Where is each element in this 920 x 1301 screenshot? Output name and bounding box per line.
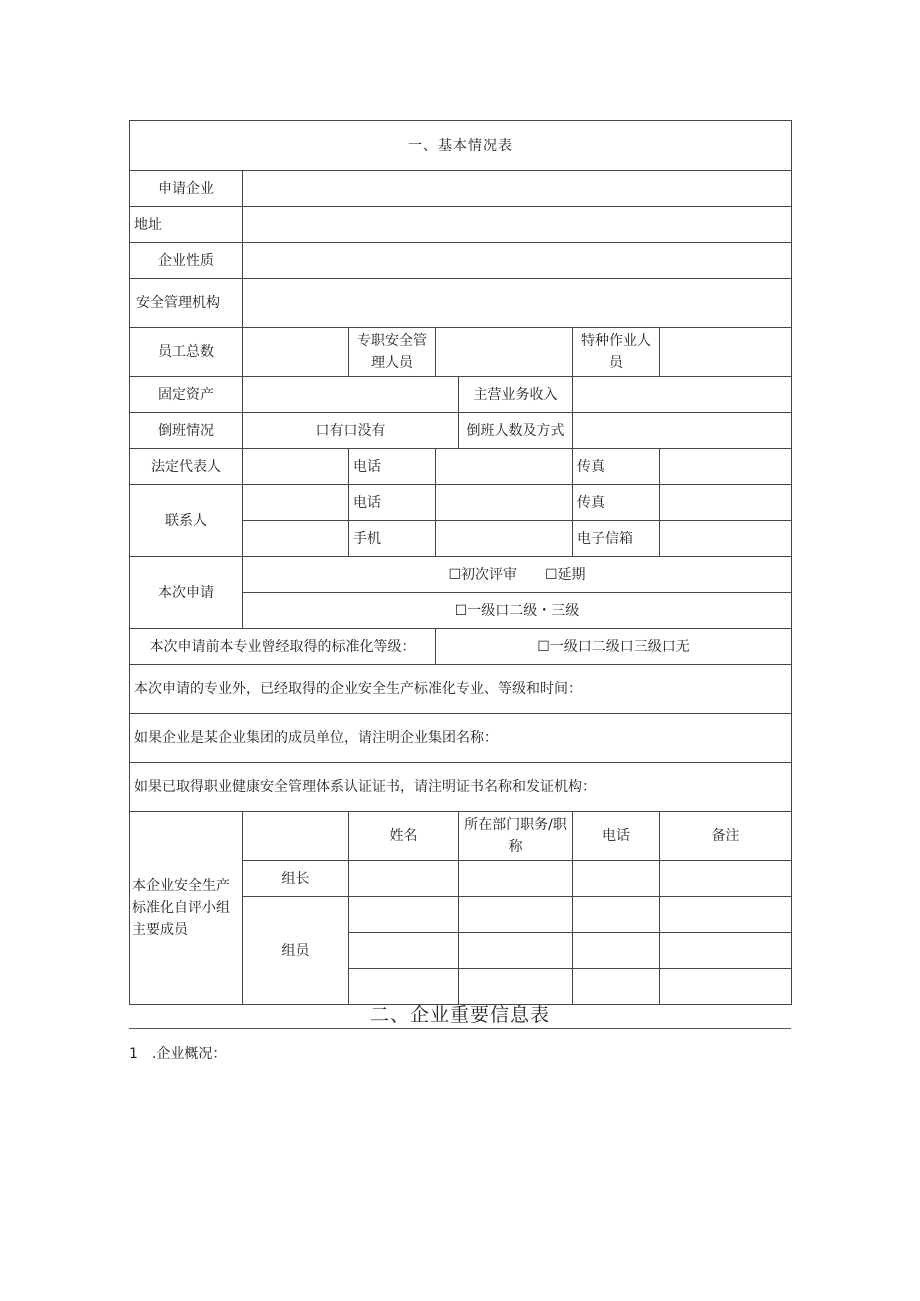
nature-label: 企业性质 (130, 243, 243, 279)
basic-info-table (129, 120, 792, 1005)
fulltime-safety-field[interactable] (436, 328, 573, 377)
employees-label: 员工总数 (130, 328, 243, 377)
legal-rep-fax-field[interactable] (660, 449, 792, 485)
member3-position-cell[interactable] (459, 969, 573, 1005)
legal-rep-label: 法定代表人 (130, 449, 243, 485)
main-revenue-field[interactable] (573, 377, 792, 413)
email-label: 电子信箱 (573, 521, 660, 557)
main-revenue-label: 主营业务收入 (459, 377, 573, 413)
address-field[interactable] (243, 207, 792, 243)
prior-level-label: 本次申请前本专业曾经取得的标准化等级： (130, 629, 436, 665)
leader-position-cell[interactable] (459, 861, 573, 897)
prior-level-options[interactable]: ☐一级口二级口三级口无 (436, 629, 792, 665)
member1-name-cell[interactable] (349, 897, 459, 933)
team-label: 本企业安全生产标准化自评小组主要成员 (130, 812, 243, 1005)
ohsms-cert-note[interactable]: 如果已取得职业健康安全管理体系认证证书，请注明证书名称和发证机构： (130, 763, 792, 812)
team-header-phone: 电话 (573, 812, 660, 861)
fulltime-safety-label: 专职安全管理人员 (349, 328, 436, 377)
contact-fax-field[interactable] (660, 485, 792, 521)
member3-phone-cell[interactable] (573, 969, 660, 1005)
legal-rep-field[interactable] (243, 449, 349, 485)
group-member-note[interactable]: 如果企业是某企业集团的成员单位，请注明企业集团名称： (130, 714, 792, 763)
team-header-blank (243, 812, 349, 861)
team-header-name: 姓名 (349, 812, 459, 861)
member2-remarks-cell[interactable] (660, 933, 792, 969)
contact-phone-field[interactable] (436, 485, 573, 521)
member3-remarks-cell[interactable] (660, 969, 792, 1005)
legal-rep-fax-label: 传真 (573, 449, 660, 485)
safety-org-field[interactable] (243, 279, 792, 328)
member1-position-cell[interactable] (459, 897, 573, 933)
member2-phone-cell[interactable] (573, 933, 660, 969)
contact-field[interactable] (243, 485, 349, 521)
contact-phone-label: 电话 (349, 485, 436, 521)
app-level-options[interactable]: ☐一级口二级・三级 (243, 593, 792, 629)
company-overview-heading: 1 .企业概况： (129, 1046, 227, 1062)
app-type-options[interactable]: ☐初次评审 ☐延期 (243, 557, 792, 593)
mobile-label: 手机 (349, 521, 436, 557)
legal-rep-phone-label: 电话 (349, 449, 436, 485)
shift-options[interactable]: 口有口没有 (243, 413, 459, 449)
contact-label: 联系人 (130, 485, 243, 557)
other-specialties-note[interactable]: 本次申请的专业外，已经取得的企业安全生产标准化专业、等级和时间： (130, 665, 792, 714)
contact-fax-label: 传真 (573, 485, 660, 521)
safety-org-label: 安全管理机构 (130, 279, 243, 328)
leader-name-cell[interactable] (349, 861, 459, 897)
applicant-field[interactable] (243, 171, 792, 207)
member1-phone-cell[interactable] (573, 897, 660, 933)
applicant-label: 申请企业 (130, 171, 243, 207)
contact-field-2[interactable] (243, 521, 349, 557)
nature-field[interactable] (243, 243, 792, 279)
team-header-remarks: 备注 (660, 812, 792, 861)
this-application-label: 本次申请 (130, 557, 243, 629)
member2-name-cell[interactable] (349, 933, 459, 969)
member3-name-cell[interactable] (349, 969, 459, 1005)
legal-rep-phone-field[interactable] (436, 449, 573, 485)
member1-remarks-cell[interactable] (660, 897, 792, 933)
leader-phone-cell[interactable] (573, 861, 660, 897)
team-leader-label: 组长 (243, 861, 349, 897)
section1-title: 一、基本情况表 (130, 121, 792, 171)
shift-count-field[interactable] (573, 413, 792, 449)
team-member-label: 组员 (243, 897, 349, 1005)
email-field[interactable] (660, 521, 792, 557)
special-ops-label: 特种作业人员 (573, 328, 660, 377)
mobile-field[interactable] (436, 521, 573, 557)
special-ops-field[interactable] (660, 328, 792, 377)
shift-count-label: 倒班人数及方式 (459, 413, 573, 449)
address-label: 地址 (130, 207, 243, 243)
member2-position-cell[interactable] (459, 933, 573, 969)
leader-remarks-cell[interactable] (660, 861, 792, 897)
fixed-assets-label: 固定资产 (130, 377, 243, 413)
team-header-position: 所在部门职务/职称 (459, 812, 573, 861)
employees-field[interactable] (243, 328, 349, 377)
fixed-assets-field[interactable] (243, 377, 459, 413)
shift-label: 倒班情况 (130, 413, 243, 449)
section2-title: 二、企业重要信息表 (129, 1002, 791, 1029)
